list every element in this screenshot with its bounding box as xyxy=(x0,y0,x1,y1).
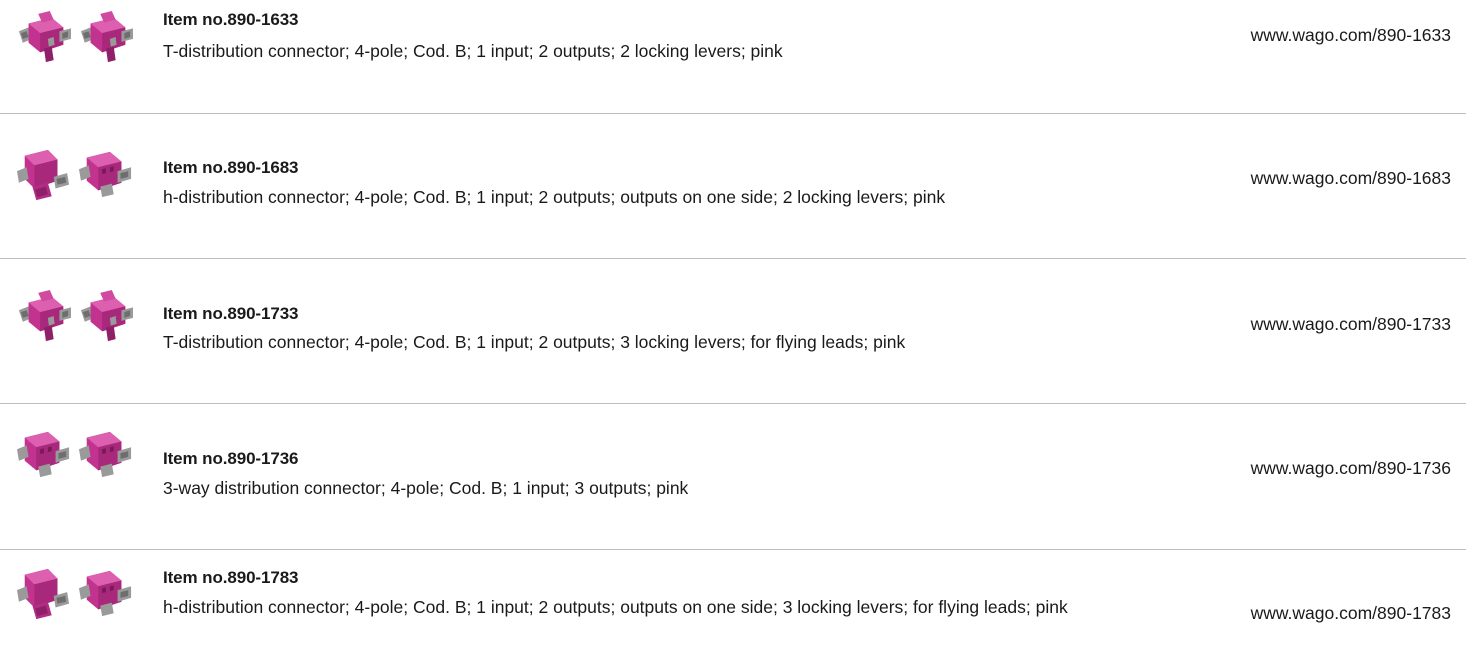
pink-h-distribution-connector-icon xyxy=(14,567,74,621)
item-description: T-distribution connector; 4-pole; Cod. B; 1 input; 2 outputs; 3 locking levers; for flying leads; pink xyxy=(163,332,906,352)
list-item xyxy=(0,404,1466,518)
item-description: h-distribution connector; 4-pole; Cod. B; 1 input; 2 outputs; outputs on one side; 2 locking levers; pink xyxy=(163,187,946,207)
list-item xyxy=(0,114,1466,228)
pink-h-distribution-connector-icon xyxy=(76,148,136,202)
item-number: Item no.890-1736 xyxy=(163,449,299,468)
list-item xyxy=(0,550,1466,664)
pink-h-distribution-connector-icon xyxy=(14,148,74,202)
product-link[interactable]: www.wago.com/890-1783 xyxy=(1250,603,1451,623)
item-description: 3-way distribution connector; 4-pole; Cod. B; 1 input; 3 outputs; pink xyxy=(163,478,689,498)
pink-3-way-distribution-connector-icon xyxy=(76,428,136,482)
pink-t-distribution-connector-icon xyxy=(76,289,136,343)
item-number: Item no.890-1733 xyxy=(163,304,299,323)
item-description: h-distribution connector; 4-pole; Cod. B; 1 input; 2 outputs; outputs on one side; 3 locking levers; for flying leads; pink xyxy=(163,597,1068,617)
pink-t-distribution-connector-icon xyxy=(76,10,136,64)
product-link[interactable]: www.wago.com/890-1633 xyxy=(1250,25,1451,45)
product-image[interactable] xyxy=(14,10,140,64)
list-item xyxy=(0,0,1466,114)
list-item xyxy=(0,259,1466,373)
item-number: Item no.890-1633 xyxy=(163,10,299,29)
product-image[interactable] xyxy=(14,567,140,621)
pink-t-distribution-connector-icon xyxy=(14,10,74,64)
product-link[interactable]: www.wago.com/890-1736 xyxy=(1250,458,1451,478)
product-image[interactable] xyxy=(14,148,140,202)
pink-h-distribution-connector-icon xyxy=(76,567,136,621)
product-image[interactable] xyxy=(14,428,140,482)
product-link[interactable]: www.wago.com/890-1733 xyxy=(1250,314,1451,334)
product-image[interactable] xyxy=(14,289,140,343)
item-description: T-distribution connector; 4-pole; Cod. B; 1 input; 2 outputs; 2 locking levers; pink xyxy=(163,41,783,61)
item-number: Item no.890-1783 xyxy=(163,568,299,587)
pink-t-distribution-connector-icon xyxy=(14,289,74,343)
pink-3-way-distribution-connector-icon xyxy=(14,428,74,482)
item-number: Item no.890-1683 xyxy=(163,158,299,177)
product-link[interactable]: www.wago.com/890-1683 xyxy=(1250,168,1451,188)
